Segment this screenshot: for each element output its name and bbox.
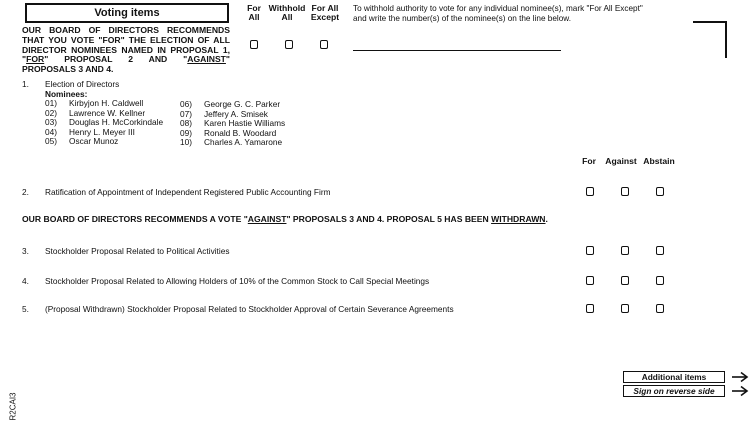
- col-for-all-except: For All Except: [310, 3, 340, 22]
- arrow-right-icon: [731, 371, 749, 383]
- proposal-3-text: Stockholder Proposal Related to Political Activities: [45, 246, 230, 256]
- nominee-name: Ronald B. Woodard: [204, 127, 277, 138]
- nominee-num: 04): [45, 126, 57, 137]
- nominee-num: 10): [180, 137, 192, 148]
- proposal-3-for-checkbox[interactable]: [586, 246, 594, 255]
- nominees-right-column: [180, 100, 285, 148]
- withhold-instruction: To withhold authority to vote for any individual nominee(s), mark "For All Except" and write the number(s) of the nominee(s) on the line below.: [353, 4, 643, 23]
- nominee-num: 08): [180, 118, 192, 129]
- section-2-recommendation: [22, 214, 548, 224]
- nominee-name: Henry L. Meyer III: [69, 126, 135, 137]
- arrow-right-icon: [731, 385, 749, 397]
- nominee-name: Jeffery A. Smisek: [204, 108, 268, 119]
- proposal-4-text: Stockholder Proposal Related to Allowing Holders of 10% of the Common Stock to Call Special Meetings: [45, 276, 430, 286]
- nominee-num: 01): [45, 98, 57, 108]
- nominee-name: George G. C. Parker: [204, 99, 281, 109]
- col-withhold-all: Withhold All: [268, 3, 306, 22]
- voting-items-title: Voting items: [25, 3, 229, 23]
- proposal-1-title: Election of Directors: [45, 79, 120, 89]
- proposal-3-abstain-checkbox[interactable]: [656, 246, 664, 255]
- col-for-all: For All: [247, 3, 261, 22]
- section-2-mid: " PROPOSALS 3 AND 4. PROPOSAL 5 HAS BEEN: [286, 214, 492, 224]
- nominee-name: Karen Hastie Williams: [204, 118, 286, 129]
- proposal-4-for-checkbox[interactable]: [586, 276, 594, 285]
- section-2-against: AGAINST: [247, 214, 287, 224]
- nominee-item: [180, 138, 285, 148]
- corner-mark-vertical: [725, 21, 727, 58]
- proposal-2-abstain-checkbox[interactable]: [656, 187, 664, 196]
- proposal-5-abstain-checkbox[interactable]: [656, 304, 664, 313]
- nominee-num: 09): [180, 127, 192, 138]
- board-rec-post: " PROPOSALS 3 AND 4.: [22, 54, 230, 75]
- nominee-num: 02): [45, 107, 57, 118]
- nominee-number-write-line[interactable]: [353, 50, 561, 51]
- nominee-item: [45, 137, 163, 147]
- board-rec-pre: OUR BOARD OF DIRECTORS RECOMMENDS THAT YOU VOTE "FOR" THE ELECTION OF ALL DIRECTOR NOMINEES NAMED IN PROPOSAL 1, ": [22, 25, 230, 65]
- board-rec-for: FOR: [26, 54, 45, 65]
- proposal-3-against-checkbox[interactable]: [621, 246, 629, 255]
- proposal-5-against-checkbox[interactable]: [621, 304, 629, 313]
- board-rec-mid: " PROPOSAL 2 AND ": [44, 54, 188, 65]
- proposal-5-for-checkbox[interactable]: [586, 304, 594, 313]
- col-against: Against: [605, 156, 637, 166]
- proposal-2-for-checkbox[interactable]: [586, 187, 594, 196]
- nominee-name: Lawrence W. Kellner: [69, 107, 146, 118]
- proposal-4-against-checkbox[interactable]: [621, 276, 629, 285]
- proposal-2-against-checkbox[interactable]: [621, 187, 629, 196]
- nominee-num: 03): [45, 117, 57, 128]
- for-all-except-checkbox[interactable]: [320, 40, 328, 49]
- proposal-5-text: (Proposal Withdrawn) Stockholder Proposal Related to Stockholder Approval of Certain Severance Agreements: [45, 304, 454, 314]
- proposal-2-number: 2.: [22, 187, 29, 197]
- for-all-checkbox[interactable]: [250, 40, 258, 49]
- withhold-all-checkbox[interactable]: [285, 40, 293, 49]
- nominee-name: Kirbyjon H. Caldwell: [69, 98, 144, 108]
- section-2-withdrawn: WITHDRAWN: [491, 214, 546, 224]
- form-code: R2CAI3: [8, 392, 18, 421]
- nominees-label: Nominees:: [45, 89, 88, 99]
- board-rec-against: AGAINST: [187, 54, 226, 65]
- nominee-name: Douglas H. McCorkindale: [69, 117, 164, 128]
- col-abstain: Abstain: [643, 156, 675, 166]
- col-for: For: [582, 156, 596, 166]
- corner-mark-horizontal: [693, 21, 727, 23]
- proposal-2-text: Ratification of Appointment of Independent Registered Public Accounting Firm: [45, 187, 331, 197]
- board-recommendation: [22, 26, 230, 75]
- proposal-5-number: 5.: [22, 304, 29, 314]
- proposal-3-number: 3.: [22, 246, 29, 256]
- additional-items-box: Additional items: [623, 371, 725, 383]
- section-2-post: .: [545, 214, 548, 224]
- nominees-left-column: [45, 99, 163, 147]
- nominee-num: 05): [45, 136, 57, 147]
- nominee-name: Oscar Munoz: [69, 136, 119, 147]
- proposal-4-abstain-checkbox[interactable]: [656, 276, 664, 285]
- nominee-num: 06): [180, 99, 192, 109]
- nominee-num: 07): [180, 108, 192, 119]
- sign-reverse-box: Sign on reverse side: [623, 385, 725, 397]
- proposal-1-number: 1.: [22, 79, 29, 89]
- proposal-4-number: 4.: [22, 276, 29, 286]
- nominee-name: Charles A. Yamarone: [204, 137, 283, 148]
- section-2-pre: OUR BOARD OF DIRECTORS RECOMMENDS A VOTE ": [22, 214, 248, 224]
